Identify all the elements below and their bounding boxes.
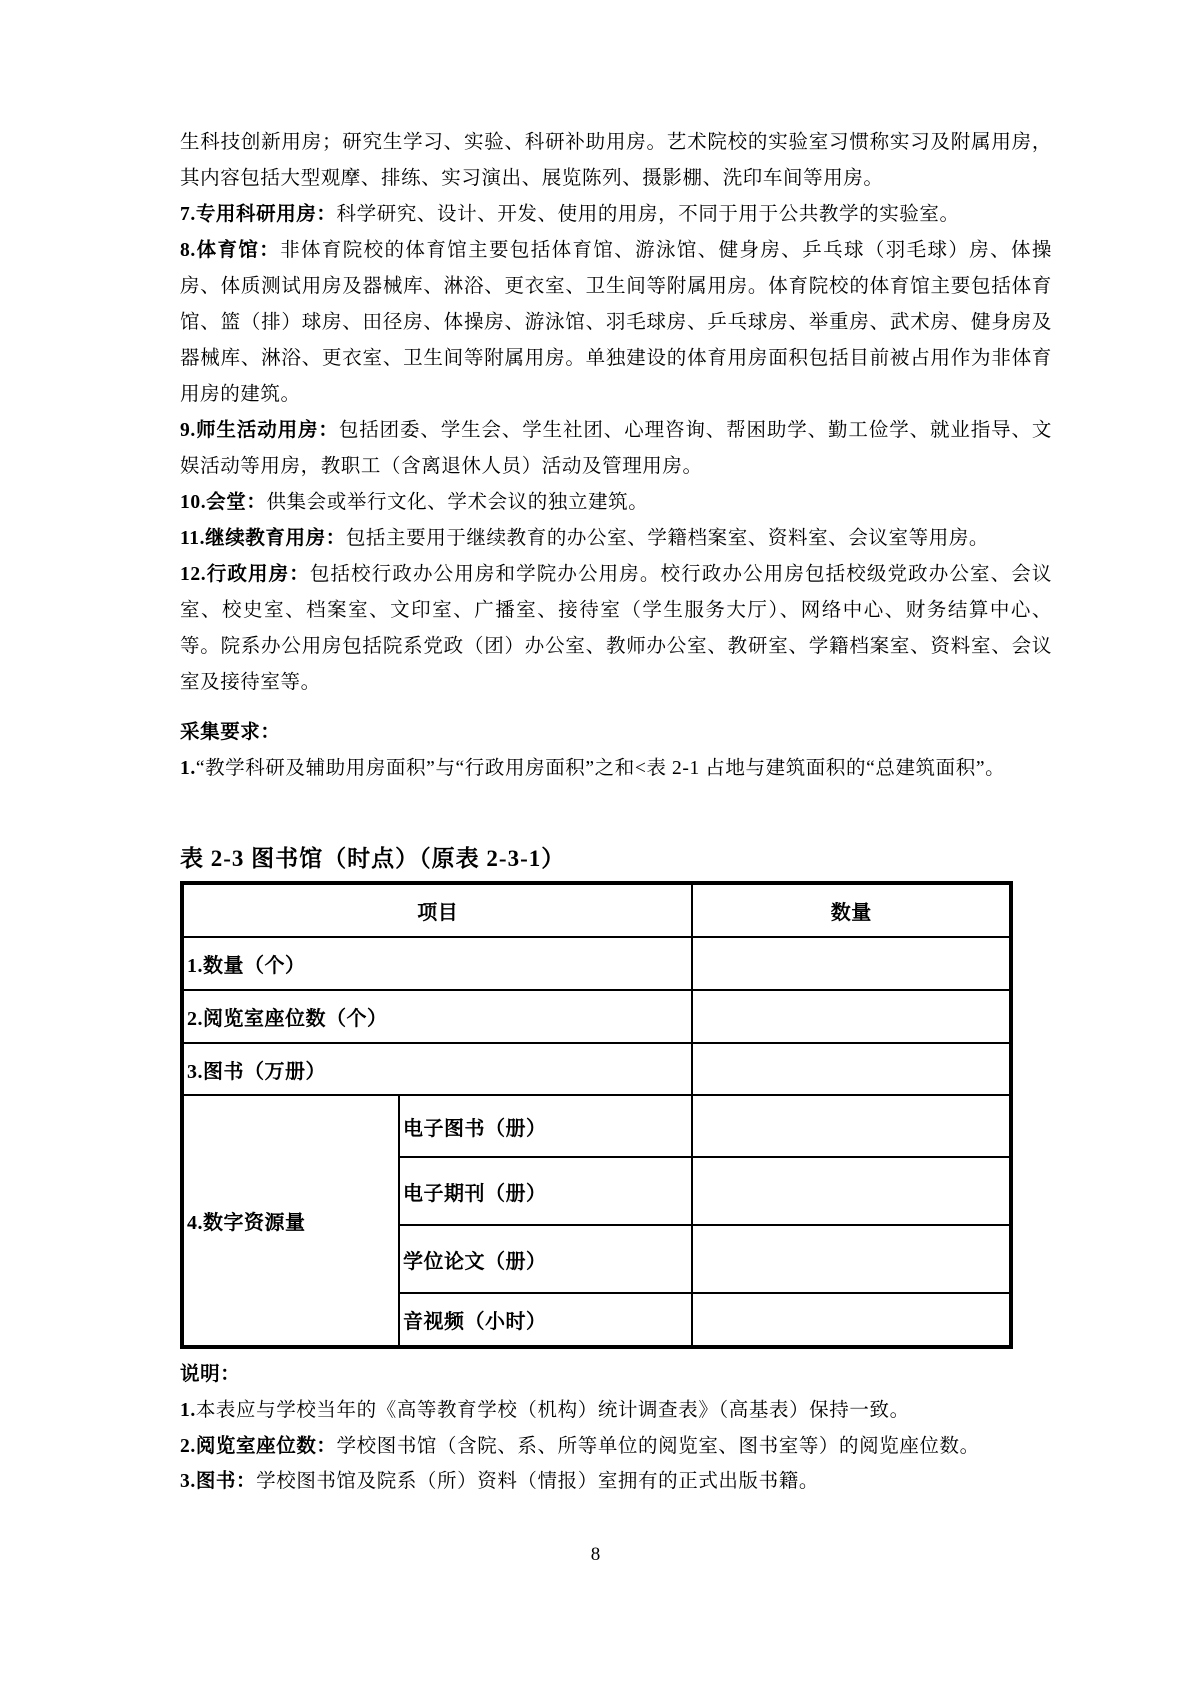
- note-text: 学校图书馆及院系（所）资料（情报）室拥有的正式出版书籍。: [256, 1471, 819, 1492]
- table-row: [182, 1095, 1011, 1157]
- note-item-2: [180, 1429, 1052, 1465]
- row-label: 2.阅览室座位数（个）: [182, 990, 692, 1043]
- definition-text: 包括团委、学生会、学生社团、心理咨询、帮困助学、勤工俭学、就业指导、文娱活动等用房，教职工（含离退休人员）活动及管理用房。: [180, 420, 1052, 477]
- definition-text: 包括校行政办公用房和学院办公用房。校行政办公用房包括校级党政办公室、会议室、校史室、档案室、文印室、广播室、接待室（学生服务大厅）、网络中心、财务结算中心、等。院系办公用房包括院系党政（团）办公室、教师办公室、教研室、学籍档案室、资料室、会议室及接待室等。: [180, 564, 1052, 693]
- collection-requirements-list: [180, 751, 1052, 787]
- definition-item-8: [180, 233, 1052, 413]
- definition-label: 11.继续教育用房：: [180, 528, 346, 549]
- row-label: 1.数量（个）: [182, 937, 692, 990]
- note-text: 本表应与学校当年的《高等教育学校（机构）统计调查表》（高基表）保持一致。: [195, 1400, 910, 1421]
- row-label: 3.图书（万册）: [182, 1043, 692, 1095]
- definition-item-9: [180, 413, 1052, 485]
- definition-label: 7.专用科研用房：: [180, 204, 337, 225]
- quantity-cell: [692, 1225, 1011, 1293]
- quantity-cell: [692, 1043, 1011, 1095]
- library-table: [180, 881, 1013, 1349]
- definition-item-7: [180, 197, 1052, 233]
- group-row-label: 4.数字资源量: [182, 1095, 399, 1347]
- note-label: 3.图书：: [180, 1471, 257, 1492]
- column-header-item: 项目: [182, 883, 692, 937]
- collection-requirements-heading: 采集要求：: [180, 722, 281, 743]
- definition-item-10: [180, 485, 1052, 521]
- subrow-label: 学位论文（册）: [399, 1225, 692, 1293]
- definition-text: 科学研究、设计、开发、使用的用房，不同于用于公共教学的实验室。: [336, 204, 960, 225]
- table-header-row: [182, 883, 1011, 937]
- requirement-number: 1.: [180, 758, 196, 779]
- table-row: [182, 990, 1011, 1043]
- quantity-cell: [692, 1157, 1011, 1225]
- definition-text: 供集会或举行文化、学术会议的独立建筑。: [266, 492, 649, 513]
- definition-text: 包括主要用于继续教育的办公室、学籍档案室、资料室、会议室等用房。: [345, 528, 990, 549]
- definition-label: 9.师生活动用房：: [180, 420, 339, 441]
- paragraph-continuation: 生科技创新用房；研究生学习、实验、科研补助用房。艺术院校的实验室习惯称实习及附属用房，其内容包括大型观摩、排练、实习演出、展览陈列、摄影棚、洗印车间等用房。: [180, 132, 1052, 189]
- quantity-cell: [692, 1293, 1011, 1347]
- note-item-1: [180, 1393, 1052, 1429]
- note-item-3: [180, 1464, 1052, 1500]
- definition-label: 10.会堂：: [180, 492, 267, 513]
- definition-label: 12.行政用房：: [180, 564, 310, 585]
- definition-label: 8.体育馆：: [180, 240, 281, 261]
- note-text: 学校图书馆（含院、系、所等单位的阅览室、图书室等）的阅览座位数。: [336, 1435, 980, 1457]
- definition-text: 非体育院校的体育馆主要包括体育馆、游泳馆、健身房、乒乓球（羽毛球）房、体操房、体质测试用房及器械库、淋浴、更衣室、卫生间等附属用房。体育院校的体育馆主要包括体育馆、篮（排）球房、田径房、体操房、游泳馆、羽毛球房、乒乓球房、举重房、武术房、健身房及器械库、淋浴、更衣室、卫生间等附属用房。单独建设的体育用房面积包括目前被占用作为非体育用房的建筑。: [180, 240, 1052, 405]
- requirement-text: “教学科研及辅助用房面积”与“行政用房面积”之和<表 2-1 占地与建筑面积的“总建筑面积”。: [195, 758, 1006, 779]
- page-number: 8: [590, 1544, 601, 1565]
- quantity-cell: [692, 937, 1011, 990]
- quantity-cell: [692, 1095, 1011, 1157]
- page-content: [180, 125, 1052, 1500]
- subrow-label: 电子图书（册）: [399, 1095, 692, 1157]
- subrow-label: 电子期刊（册）: [399, 1157, 692, 1225]
- column-header-quantity: 数量: [692, 883, 1011, 937]
- note-label: 2.阅览室座位数：: [180, 1435, 337, 1457]
- subrow-label: 音视频（小时）: [399, 1293, 692, 1347]
- collection-requirement-item: [180, 751, 1052, 787]
- definition-item-12: [180, 557, 1052, 701]
- table-row: [182, 1043, 1011, 1095]
- quantity-cell: [692, 990, 1011, 1043]
- table-row: [182, 937, 1011, 990]
- notes-heading: 说明：: [180, 1364, 241, 1385]
- notes-section: [180, 1357, 1052, 1500]
- definitions-text: [180, 125, 1052, 701]
- table-title: 表 2-3 图书馆（时点）（原表 2-3-1）: [180, 846, 566, 871]
- definition-item-11: [180, 521, 1052, 557]
- note-label: 1.: [180, 1400, 196, 1421]
